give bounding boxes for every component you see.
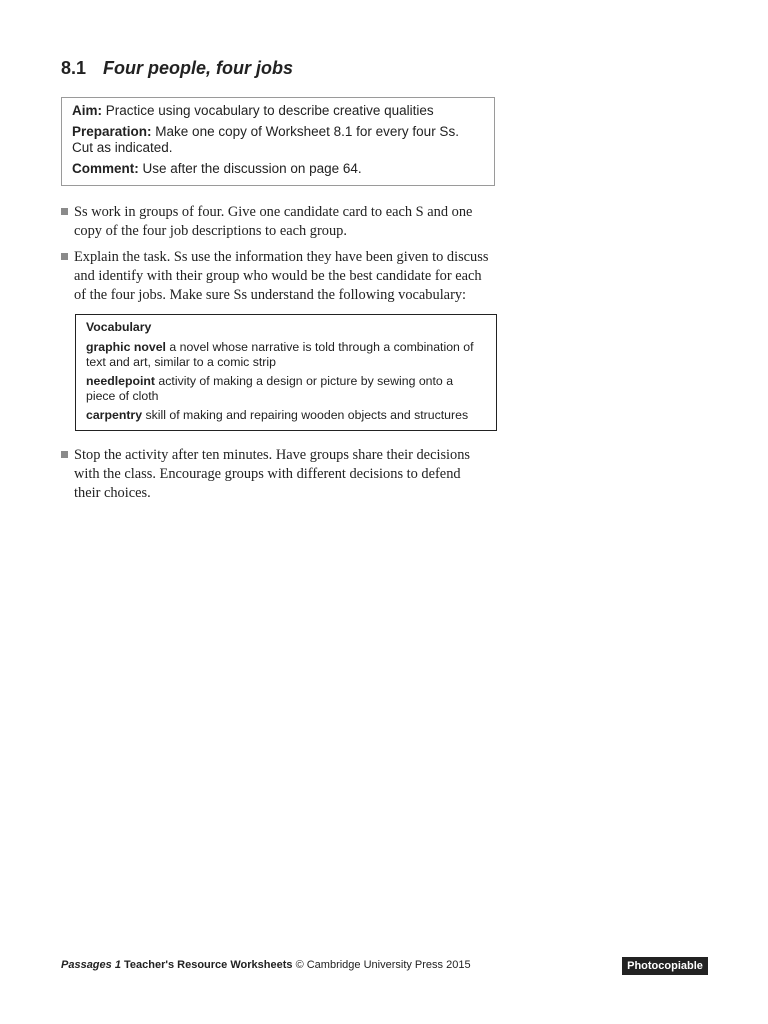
prep-text-2: Cut as indicated. — [72, 140, 173, 155]
vocab-entry — [86, 374, 486, 404]
bullet-line: copy of the four job descriptions to each group. — [74, 223, 347, 239]
bullet-line: with the class. Encourage groups with different decisions to defend — [74, 466, 461, 482]
vocab-definition: activity of making a design or picture by sewing onto a — [155, 374, 454, 388]
aim-text: Practice using vocabulary to describe creative qualities — [105, 103, 434, 118]
footer-copyright: © Cambridge University Press 2015 — [292, 959, 471, 971]
prep-label: Preparation: — [72, 124, 152, 139]
bullet-line: Stop the activity after ten minutes. Have groups share their decisions — [74, 447, 471, 463]
prep-text-1: Make one copy of Worksheet 8.1 for every four Ss. — [155, 124, 459, 139]
preparation-line — [72, 124, 484, 156]
comment-label: Comment: — [72, 161, 139, 176]
vocab-definition-cont: text and art, similar to a comic strip — [86, 355, 276, 369]
bullet-line: of the four jobs. Make sure Ss understand the following vocabulary: — [74, 287, 467, 303]
bullet-line: and identify with their group who would be the best candidate for each — [74, 268, 482, 284]
bullet-line: Explain the task. Ss use the information they have been given to discuss — [74, 249, 489, 265]
bullet-square-icon — [61, 208, 68, 215]
footer-book-title: Passages 1 — [61, 959, 121, 971]
comment-text: Use after the discussion on page 64. — [142, 161, 362, 176]
bullet-square-icon — [61, 451, 68, 458]
vocabulary-heading: Vocabulary — [86, 320, 152, 334]
bullet-item — [61, 203, 501, 241]
page-title — [61, 58, 293, 79]
bullet-line: their choices. — [74, 485, 151, 501]
comment-line — [72, 161, 484, 177]
footer-credit — [61, 959, 471, 971]
aim-label: Aim: — [72, 103, 102, 118]
vocab-entry — [86, 408, 486, 423]
bullet-item — [61, 248, 501, 305]
vocab-definition: a novel whose narrative is told through a combination of — [165, 340, 474, 354]
aim-line — [72, 103, 484, 119]
vocab-term: needlepoint — [86, 374, 156, 388]
bullet-item — [61, 446, 501, 503]
vocab-term: carpentry — [86, 408, 143, 422]
vocab-entry — [86, 340, 486, 370]
bullet-square-icon — [61, 253, 68, 260]
bullet-line: Ss work in groups of four. Give one candidate card to each S and one — [74, 204, 473, 220]
vocabulary-box — [75, 314, 497, 431]
section-number: 8.1 — [61, 58, 87, 78]
footer-series: Teacher's Resource Worksheets — [120, 959, 293, 971]
info-box — [61, 97, 495, 186]
section-title: Four people, four jobs — [103, 58, 293, 78]
photocopiable-badge: Photocopiable — [622, 957, 708, 975]
vocab-term: graphic novel — [86, 340, 166, 354]
vocab-definition-cont: piece of cloth — [86, 389, 159, 403]
vocab-definition: skill of making and repairing wooden objects and structures — [142, 408, 469, 422]
